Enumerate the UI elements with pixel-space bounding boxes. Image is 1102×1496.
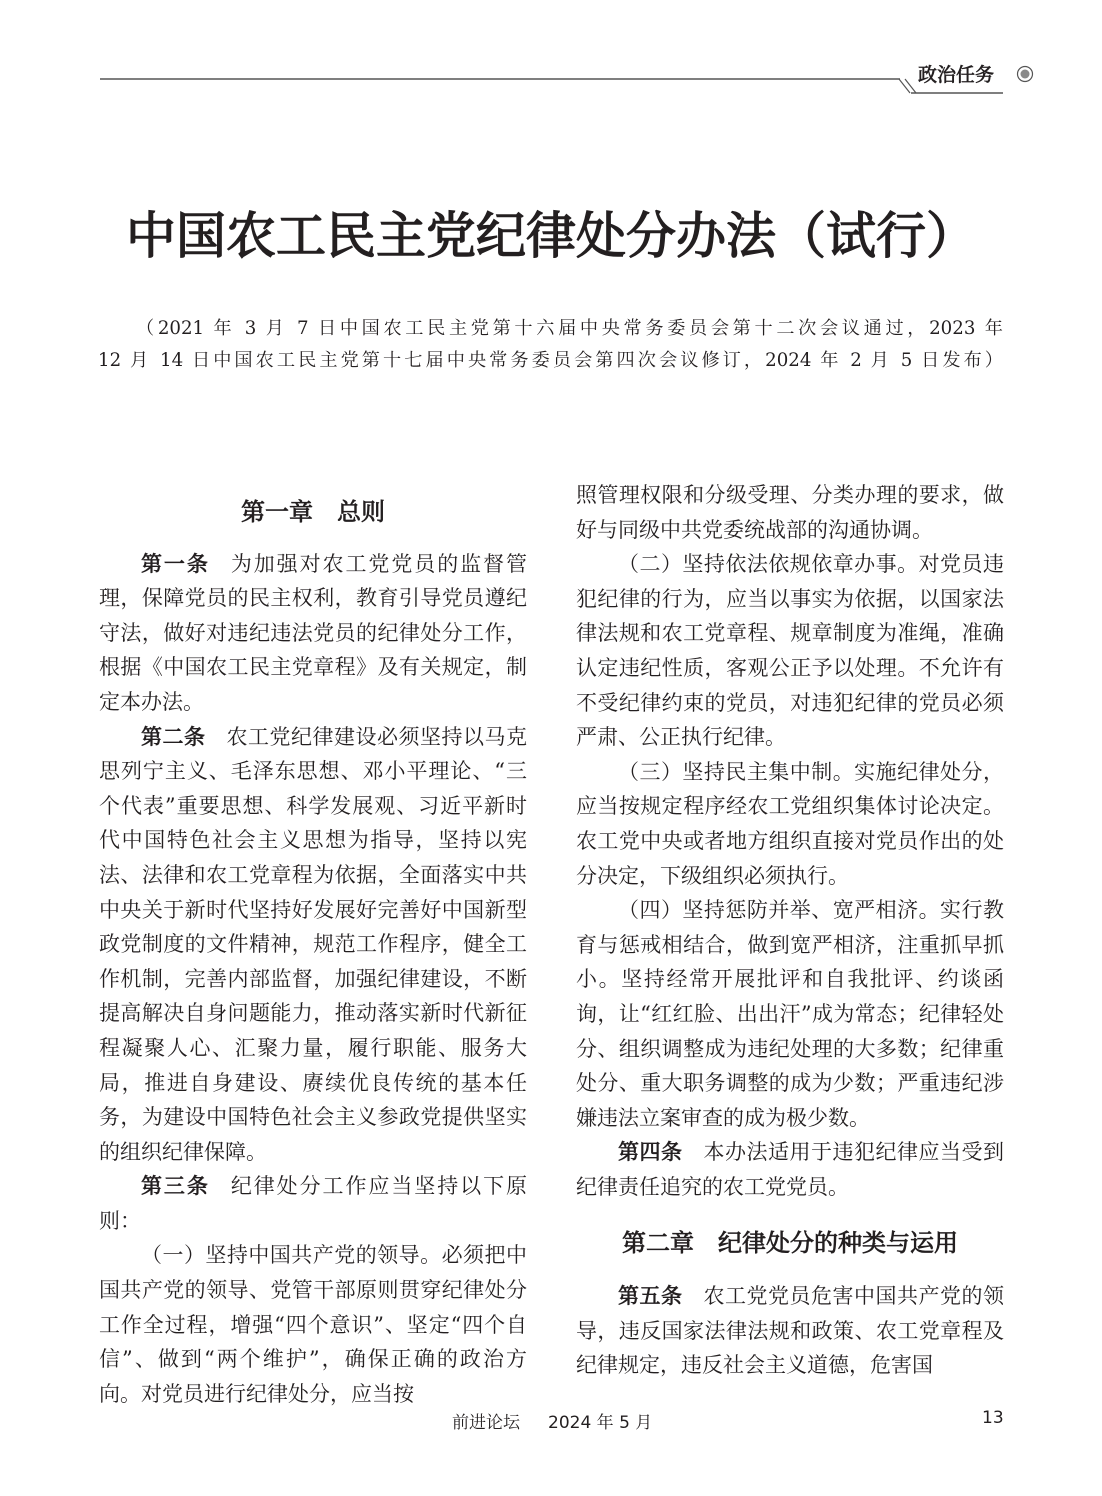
article-2 [99, 720, 527, 1170]
article-label: 第三条 [141, 1174, 210, 1199]
article-text: 本办法适用于违犯纪律应当受到纪律责任追究的农工党党员。 [576, 1140, 1004, 1199]
article-1 [99, 547, 527, 720]
principle-2: （二）坚持依法依规依章办事。对党员违犯纪律的行为，应当以事实为依据，以国家法律法规和农工党章程、规章制度为准绳，准确认定违纪性质，客观公正予以处理。不允许有不受纪律约束的党员，对违犯纪律的党员必须严肃、公正执行纪律。 [576, 552, 1004, 750]
article-3 [99, 1169, 527, 1238]
article-4 [576, 1135, 1004, 1204]
article-text: 农工党党员危害中国共产党的领导，违反国家法律法规和政策、农工党章程及纪律规定，违反社会主义道德，危害国 [576, 1284, 1004, 1378]
adoption-note-line2: 12 月 14 日中国农工民主党第十七届中央常务委员会第四次会议修订，2024 年 2 月 5 日发布） [98, 350, 1003, 371]
header-rule [0, 0, 1102, 110]
footer-magazine: 前进论坛 [452, 1413, 520, 1433]
article-label: 第二条 [141, 724, 206, 749]
article-text: 纪律处分工作应当坚持以下原则： [99, 1174, 528, 1233]
left-column [99, 478, 527, 1411]
adoption-note [98, 313, 1003, 377]
adoption-note-line1: （2021 年 3 月 7 日中国农工民主党第十六届中央常务委员会第十二次会议通过，2023 年 [136, 318, 1003, 339]
document-title: 中国农工民主党纪律处分办法（试行） [126, 207, 976, 265]
target-circle-icon [1016, 65, 1034, 83]
article-label: 第一条 [141, 551, 210, 576]
article-text: 农工党纪律建设必须坚持以马克思列宁主义、毛泽东思想、邓小平理论、“三个代表”重要思想、科学发展观、习近平新时代中国特色社会主义思想为指导，坚持以宪法、法律和农工党章程为依据，全面落实中共中央关于新时代坚持好发展好完善好中国新型政党制度的文件精神，规范工作程序，健全工作机制，完善内部监督，加强纪律建设，不断提高解决自身问题能力，推动落实新时代新征程凝聚人心、汇聚力量，履行职能、服务大局，推进自身建设、赓续优良传统的基本任务，为建设中国特色社会主义参政党提供坚实的组织纪律保障。 [99, 724, 527, 1164]
footer-date: 2024 年 5 月 [548, 1413, 653, 1433]
principle-3: （三）坚持民主集中制。实施纪律处分，应当按规定程序经农工党组织集体讨论决定。农工党中央或者地方组织直接对党员作出的处分决定，下级组织必须执行。 [576, 759, 1004, 888]
article-text: 为加强对农工党党员的监督管理，保障党员的民主权利，教育引导党员遵纪守法，做好对违纪违法党员的纪律处分工作，根据《中国农工民主党章程》及有关规定，制定本办法。 [99, 551, 528, 714]
principle-1-continued: 照管理权限和分级受理、分类办理的要求，做好与同级中共党委统战部的沟通协调。 [576, 483, 1004, 542]
chapter-heading: 第一章 总则 [241, 498, 385, 526]
principle-1: （一）坚持中国共产党的领导。必须把中国共产党的领导、党管干部原则贯穿纪律处分工作全过程，增强“四个意识”、坚定“四个自信”、做到“两个维护”，确保正确的政治方向。对党员进行纪律处分，应当按 [99, 1243, 527, 1406]
chapter-heading: 第二章 纪律处分的种类与运用 [622, 1229, 958, 1258]
article-5 [576, 1279, 1004, 1383]
principle-4: （四）坚持惩防并举、宽严相济。实行教育与惩戒相结合，做到宽严相济，注重抓早抓小。坚持经常开展批评和自我批评、约谈函询，让“红红脸、出出汗”成为常态；纪律轻处分、组织调整成为违纪处理的大多数；纪律重处分、重大职务调整的成为少数；严重违纪涉嫌违法立案审查的成为极少数。 [576, 898, 1004, 1130]
article-label: 第四条 [618, 1140, 683, 1165]
page-number: 13 [982, 1408, 1004, 1428]
section-label: 政治任务 [918, 64, 995, 86]
article-label: 第五条 [618, 1284, 683, 1309]
right-column [576, 478, 1004, 1383]
